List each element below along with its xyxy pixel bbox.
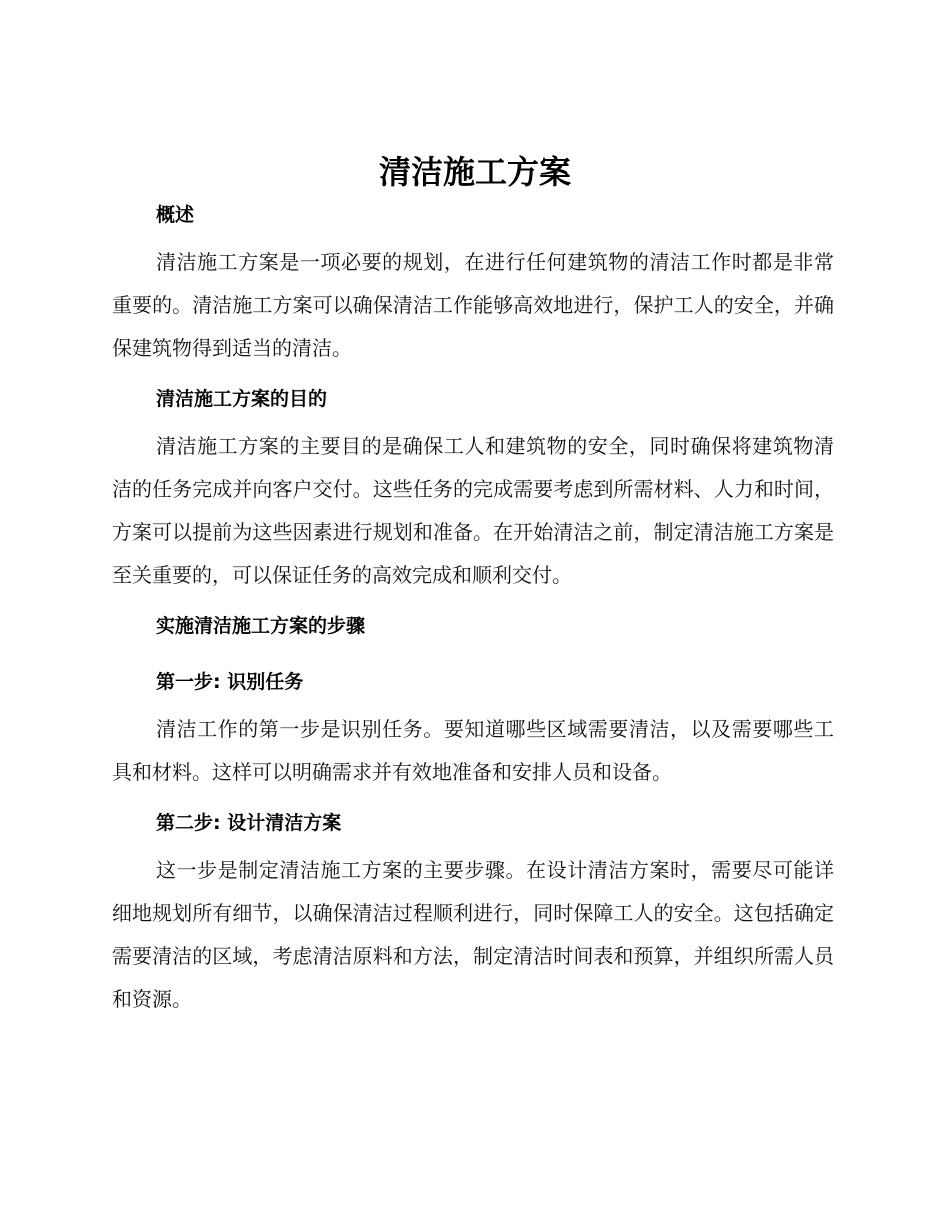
- section-heading: 第一步: 识别任务: [156, 671, 304, 693]
- section-paragraph: 这一步是制定清洁施工方案的主要步骤。在设计清洁方案时，需要尽可能详细地规划所有细节，以确保清洁过程顺利进行，同时保障工人的安全。这包括确定需要清洁的区域，考虑清洁原料和方法，制定清洁时间表和预算，并组织所需人员和资源。: [112, 858, 834, 1011]
- section-overview: [112, 200, 834, 370]
- section-heading: 实施清洁施工方案的步骤: [156, 615, 366, 637]
- document-body: [112, 200, 834, 1021]
- section-purpose: [112, 384, 834, 597]
- section-step-two: [112, 808, 834, 1021]
- section-steps: [112, 611, 834, 641]
- section-heading: 清洁施工方案的目的: [156, 388, 328, 410]
- section-heading: 概述: [156, 204, 195, 226]
- section-heading: 第二步: 设计清洁方案: [156, 812, 342, 834]
- section-paragraph: 清洁工作的第一步是识别任务。要知道哪些区域需要清洁，以及需要哪些工具和材料。这样可以明确需求并有效地准备和安排人员和设备。: [112, 717, 834, 784]
- section-step-one: [112, 667, 834, 794]
- section-paragraph: 清洁施工方案是一项必要的规划，在进行任何建筑物的清洁工作时都是非常重要的。清洁施工方案可以确保清洁工作能够高效地进行，保护工人的安全，并确保建筑物得到适当的清洁。: [112, 250, 834, 360]
- section-paragraph: 清洁施工方案的主要目的是确保工人和建筑物的安全，同时确保将建筑物清洁的任务完成并向客户交付。这些任务的完成需要考虑到所需材料、人力和时间，方案可以提前为这些因素进行规划和准备。在开始清洁之前，制定清洁施工方案是至关重要的，可以保证任务的高效完成和顺利交付。: [112, 434, 834, 587]
- document-title: 清洁施工方案: [378, 153, 571, 191]
